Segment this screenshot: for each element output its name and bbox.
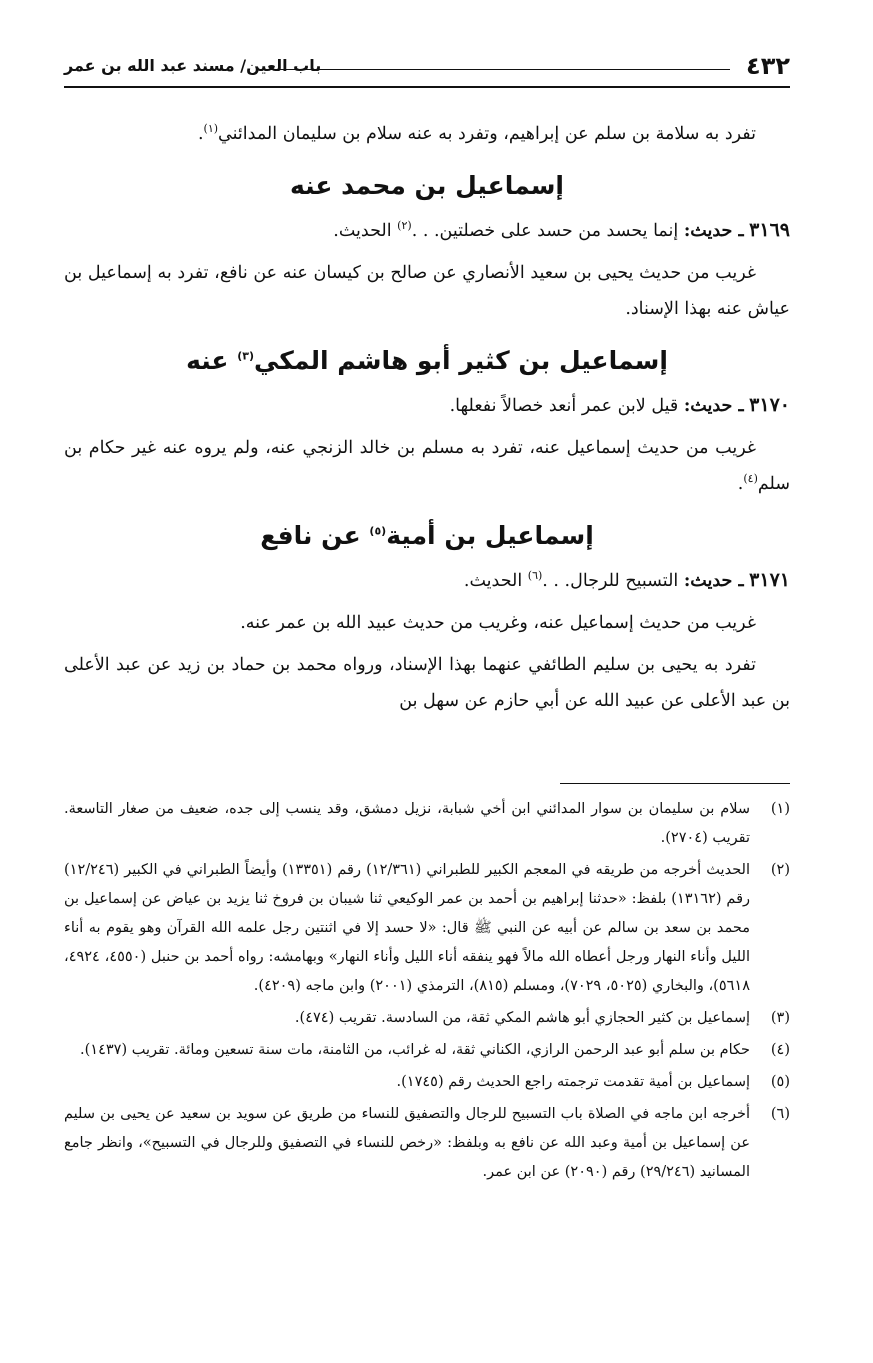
- commentary-paragraph: غريب من حديث إسماعيل عنه، وغريب من حديث عبيد الله بن عمر عنه.: [240, 613, 756, 633]
- footnotes: [64, 795, 790, 1190]
- section-heading-2-text: إسماعيل بن كثير أبو هاشم المكي: [254, 346, 668, 375]
- header-rule: [269, 69, 730, 70]
- header-divider: [64, 86, 790, 88]
- page-header: [64, 52, 790, 86]
- footnote-6: [64, 1100, 790, 1187]
- footnote-text: أخرجه ابن ماجه في الصلاة باب التسبيح للرجال والتصفيق للنساء من طريق عن سويد بن سعيد عن يحيى بن سليم عن إسماعيل بن أمية وعبد الله عن نافع به وبلفظ: «رخص للنساء في التصفيق وللرجال في التسبيح»، وانظر جامع المسانيد (٢٩/٢٤٦) رقم (٢٠٩٠) عن ابن عمر.: [64, 1106, 750, 1180]
- footnote-text: إسماعيل بن أمية تقدمت ترجمته راجع الحديث رقم (١٧٤٥).: [396, 1074, 750, 1090]
- footnote-number: (٥): [770, 1074, 790, 1090]
- footnote-number: (٢): [770, 862, 790, 878]
- hadith-number: ٣١٧١: [749, 569, 790, 591]
- footnote-number: (١): [770, 801, 790, 817]
- footnote-ref-2: (٢): [397, 219, 412, 233]
- footnote-3: [64, 1004, 790, 1033]
- section-heading-2: [64, 341, 790, 381]
- running-title: باب العين/ مسند عبد الله بن عمر: [64, 56, 322, 75]
- section-heading-1: [64, 166, 790, 206]
- footnote-text: سلام بن سليمان بن سوار المدائني ابن أخي شبابة، نزيل دمشق، وقد ينسب إلى جده، ضعيف من صغار التاسعة. تقريب (٢٧٠٤).: [64, 801, 750, 846]
- hadith-label: ـ حديث:: [683, 571, 744, 591]
- hadith-text: قيل لابن عمر أنعد خصالاً نفعلها.: [449, 396, 679, 416]
- footnote-number: (٣): [770, 1010, 790, 1026]
- footnote-2: [64, 856, 790, 1001]
- footnote-1: [64, 795, 790, 853]
- section-heading-3-tail: عن نافع: [260, 521, 361, 550]
- section-heading-1-text: إسماعيل بن محمد عنه: [289, 171, 565, 200]
- hadith-label: ـ حديث:: [683, 221, 744, 241]
- footnote-text: حكام بن سلم أبو عبد الرحمن الرازي، الكناني ثقة، له غرائب، من الثامنة، مات سنة تسعين ومائة. تقريب (١٤٣٧).: [80, 1042, 750, 1058]
- footnote-ref-1: (١): [203, 122, 219, 136]
- footnote-ref-5: (٥): [369, 524, 387, 538]
- footnote-separator: [560, 783, 790, 784]
- footnote-text: الحديث أخرجه من طريقه في المعجم الكبير للطبراني (١٢/٣٦١) رقم (١٣٣٥١) وأيضاً الطبراني في الكبير (١٢/٢٤٦) رقم (١٣١٦٢) بلفظ: «حدثنا إبراهيم بن أحمد بن عمر الوكيعي ثنا شيبان بن فروخ ثنا يزيد بن عياض عن إسماعيل بن محمد بن سعد بن سالم عن أبيه عن النبي ﷺ قال: «لا حسد إلا في اثنتين رجل علمه الله القرآن وهو يقوم به أناء الليل وأناء النهار ورجل أعطاه الله مالاً فهو ينفقه أناء الليل وأناء النهار» وبهامشه: رواه أحمد بن حنبل (٤٥٥٠، ٤٩٢٤، ٥٦١٨)، والبخاري (٥٠٢٥، ٧٠٢٩)، ومسلم (٨١٥)، الترمذي (٢٠٠١) وابن ماجه (٤٢٠٩).: [64, 862, 750, 994]
- footnote-number: (٦): [770, 1106, 790, 1122]
- footnote-ref-4: (٤): [743, 472, 758, 486]
- intro-text: تفرد به سلامة بن سلم عن إبراهيم، وتفرد به عنه سلام بن سليمان المدائني: [218, 124, 756, 144]
- main-text: [64, 116, 790, 725]
- page-number: ٤٣٢: [746, 52, 790, 80]
- hadith-tail: الحديث.: [333, 221, 392, 241]
- commentary-paragraph: [64, 430, 790, 502]
- intro-paragraph: [64, 116, 790, 152]
- hadith-number: ٣١٦٩: [749, 219, 790, 241]
- hadith-3171: [64, 562, 790, 599]
- footnote-5: [64, 1068, 790, 1097]
- intro-end: .: [197, 124, 204, 144]
- hadith-text: التسبيح للرجال. . .: [542, 571, 679, 591]
- commentary-end: .: [737, 474, 744, 494]
- section-heading-3: [64, 516, 790, 556]
- commentary-text: غريب من حديث إسماعيل عنه، تفرد به مسلم بن خالد الزنجي عنه، ولم يروه عنه غير حكام بن سلم: [64, 438, 790, 494]
- footnote-ref-3: (٣): [237, 349, 255, 363]
- hadith-3169: [64, 212, 790, 249]
- hadith-tail: الحديث.: [463, 571, 523, 591]
- hadith-label: ـ حديث:: [683, 396, 744, 416]
- footnote-text: إسماعيل بن كثير الحجازي أبو هاشم المكي ثقة، من السادسة. تقريب (٤٧٤).: [294, 1010, 750, 1026]
- hadith-3170: [64, 387, 790, 424]
- commentary-paragraph: تفرد به يحيى بن سليم الطائفي عنهما بهذا الإسناد، ورواه محمد بن حماد بن زيد عن عبد الأعلى بن عبد الأعلى عن عبيد الله عن أبي حازم عن سهل بن: [64, 655, 790, 711]
- hadith-number: ٣١٧٠: [749, 394, 790, 416]
- hadith-text: إنما يحسد من حسد على خصلتين. . .: [411, 221, 679, 241]
- footnote-4: [64, 1036, 790, 1065]
- commentary-paragraph: غريب من حديث يحيى بن سعيد الأنصاري عن صالح بن كيسان عنه عن نافع، تفرد به إسماعيل بن عياش عنه بهذا الإسناد.: [64, 263, 790, 319]
- footnote-number: (٤): [770, 1042, 790, 1058]
- footnote-ref-6: (٦): [527, 569, 543, 583]
- section-heading-2-tail: عنه: [186, 346, 229, 375]
- section-heading-3-text: إسماعيل بن أمية: [386, 521, 594, 550]
